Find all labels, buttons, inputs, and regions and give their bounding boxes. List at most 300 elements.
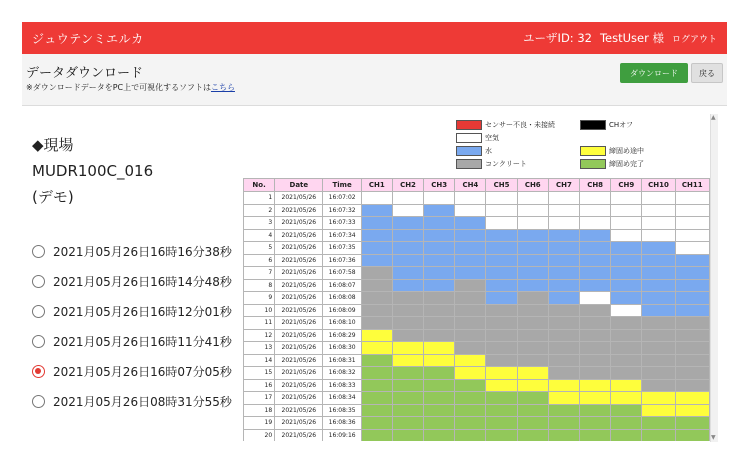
date-option[interactable] (32, 296, 232, 326)
channel-state-cell (675, 367, 709, 380)
row-no: 13 (244, 342, 275, 355)
channel-state-cell (548, 229, 579, 242)
sensor-data-table (243, 178, 710, 441)
channel-state-cell (642, 242, 675, 255)
channel-state-cell (424, 317, 455, 330)
channel-state-cell (455, 404, 486, 417)
channel-state-cell (392, 317, 423, 330)
user-name: TestUser 様 (599, 31, 664, 45)
measurement-date-list (32, 236, 232, 416)
channel-state-cell (486, 417, 517, 430)
column-header: CH3 (424, 179, 455, 192)
site-info (32, 132, 153, 210)
channel-state-cell (548, 292, 579, 305)
channel-state-cell (361, 417, 392, 430)
date-option[interactable] (32, 386, 232, 416)
channel-state-cell (580, 404, 611, 417)
app-header-bar (22, 22, 727, 54)
channel-state-cell (424, 242, 455, 255)
radio-unchecked-icon[interactable] (32, 245, 45, 258)
row-date: 2021/05/26 (275, 242, 323, 255)
row-no: 18 (244, 404, 275, 417)
viewer-software-link[interactable]: こちら (210, 83, 235, 92)
channel-state-cell (517, 417, 548, 430)
table-row (244, 342, 710, 355)
channel-state-cell (611, 379, 642, 392)
channel-state-cell (580, 192, 611, 205)
row-date: 2021/05/26 (275, 292, 323, 305)
channel-state-cell (675, 304, 709, 317)
column-header: CH9 (611, 179, 642, 192)
notice-text: ※ダウンロードデータをPC上で可視化するソフトは (26, 83, 211, 92)
row-date: 2021/05/26 (275, 304, 323, 317)
legend-label: CHオフ (609, 121, 633, 129)
channel-state-cell (580, 354, 611, 367)
channel-state-cell (548, 342, 579, 355)
channel-state-cell (424, 404, 455, 417)
table-body (244, 192, 710, 442)
channel-state-cell (455, 354, 486, 367)
channel-state-cell (580, 417, 611, 430)
column-header: Date (275, 179, 323, 192)
channel-state-cell (642, 392, 675, 405)
channel-state-cell (642, 292, 675, 305)
legend-label: コンクリート (485, 160, 527, 168)
channel-state-cell (455, 379, 486, 392)
table-row (244, 329, 710, 342)
row-time: 16:07:02 (323, 192, 361, 205)
row-time: 16:08:32 (323, 367, 361, 380)
row-time: 16:07:35 (323, 242, 361, 255)
channel-state-cell (580, 342, 611, 355)
channel-state-cell (642, 279, 675, 292)
column-header: CH2 (392, 179, 423, 192)
channel-state-cell (424, 217, 455, 230)
channel-state-cell (424, 392, 455, 405)
row-no: 20 (244, 429, 275, 441)
channel-state-cell (642, 404, 675, 417)
channel-state-cell (361, 379, 392, 392)
channel-state-cell (642, 417, 675, 430)
channel-state-cell (455, 279, 486, 292)
legend-item (456, 146, 492, 156)
channel-state-cell (455, 217, 486, 230)
channel-state-cell (580, 329, 611, 342)
channel-state-cell (361, 354, 392, 367)
channel-state-cell (580, 217, 611, 230)
channel-state-cell (455, 267, 486, 280)
channel-state-cell (548, 354, 579, 367)
channel-state-cell (517, 267, 548, 280)
page-header (22, 54, 727, 106)
back-button[interactable]: 戻る (691, 63, 723, 83)
channel-state-cell (455, 254, 486, 267)
channel-state-cell (580, 367, 611, 380)
channel-state-cell (392, 354, 423, 367)
legend-swatch (456, 146, 482, 156)
channel-state-cell (486, 379, 517, 392)
channel-state-cell (455, 192, 486, 205)
channel-state-cell (455, 417, 486, 430)
legend-swatch (580, 146, 606, 156)
channel-state-cell (611, 392, 642, 405)
channel-state-cell (548, 392, 579, 405)
channel-state-cell (424, 192, 455, 205)
channel-state-cell (486, 229, 517, 242)
channel-state-cell (611, 417, 642, 430)
channel-state-cell (611, 279, 642, 292)
table-row (244, 392, 710, 405)
channel-state-cell (642, 304, 675, 317)
row-no: 17 (244, 392, 275, 405)
user-info (523, 30, 717, 46)
channel-state-cell (486, 317, 517, 330)
channel-state-cell (455, 304, 486, 317)
row-time: 16:08:33 (323, 379, 361, 392)
channel-state-cell (361, 367, 392, 380)
legend-label: 締固め途中 (609, 147, 644, 155)
channel-state-cell (392, 379, 423, 392)
channel-state-cell (392, 404, 423, 417)
row-date: 2021/05/26 (275, 279, 323, 292)
channel-state-cell (517, 317, 548, 330)
channel-state-cell (517, 367, 548, 380)
channel-state-cell (548, 417, 579, 430)
channel-state-cell (675, 192, 709, 205)
row-no: 11 (244, 317, 275, 330)
table-row (244, 304, 710, 317)
row-date: 2021/05/26 (275, 379, 323, 392)
page-title: データダウンロード (26, 66, 144, 81)
channel-state-cell (580, 254, 611, 267)
channel-state-cell (392, 254, 423, 267)
row-time: 16:07:34 (323, 229, 361, 242)
channel-state-cell (392, 392, 423, 405)
channel-state-cell (392, 279, 423, 292)
channel-state-cell (611, 229, 642, 242)
row-no: 3 (244, 217, 275, 230)
channel-state-cell (580, 229, 611, 242)
channel-state-cell (361, 429, 392, 441)
channel-state-cell (486, 242, 517, 255)
channel-state-cell (424, 342, 455, 355)
channel-state-cell (424, 254, 455, 267)
channel-state-cell (392, 292, 423, 305)
legend-swatch (580, 159, 606, 169)
channel-state-cell (642, 367, 675, 380)
channel-state-cell (642, 254, 675, 267)
channel-state-cell (580, 267, 611, 280)
channel-state-cell (548, 379, 579, 392)
channel-state-cell (675, 429, 709, 441)
table-row (244, 292, 710, 305)
channel-state-cell (517, 342, 548, 355)
channel-state-cell (580, 429, 611, 441)
channel-state-cell (642, 192, 675, 205)
channel-state-cell (675, 317, 709, 330)
channel-state-cell (455, 367, 486, 380)
channel-state-cell (548, 242, 579, 255)
channel-state-cell (548, 267, 579, 280)
channel-state-cell (361, 242, 392, 255)
channel-state-cell (642, 342, 675, 355)
channel-state-cell (455, 229, 486, 242)
table-row (244, 429, 710, 441)
row-time: 16:08:30 (323, 342, 361, 355)
scroll-down-arrow-icon[interactable]: ▼ (711, 434, 716, 441)
channel-state-cell (675, 354, 709, 367)
row-date: 2021/05/26 (275, 317, 323, 330)
legend-swatch (456, 133, 482, 143)
channel-state-cell (517, 429, 548, 441)
scrollbar[interactable] (710, 114, 718, 442)
channel-state-cell (392, 242, 423, 255)
table-row (244, 254, 710, 267)
channel-state-cell (548, 317, 579, 330)
channel-state-cell (392, 429, 423, 441)
row-no: 15 (244, 367, 275, 380)
table-row (244, 279, 710, 292)
channel-state-cell (424, 367, 455, 380)
channel-state-cell (486, 329, 517, 342)
row-no: 6 (244, 254, 275, 267)
channel-state-cell (424, 279, 455, 292)
channel-state-cell (361, 317, 392, 330)
channel-state-cell (486, 342, 517, 355)
column-header: No. (244, 179, 275, 192)
channel-state-cell (548, 329, 579, 342)
channel-state-cell (611, 342, 642, 355)
channel-state-cell (424, 292, 455, 305)
channel-state-cell (486, 429, 517, 441)
row-no: 19 (244, 417, 275, 430)
channel-state-cell (392, 329, 423, 342)
channel-state-cell (548, 429, 579, 441)
channel-state-cell (424, 329, 455, 342)
channel-state-cell (548, 192, 579, 205)
channel-state-cell (548, 404, 579, 417)
channel-state-cell (455, 204, 486, 217)
channel-state-cell (611, 292, 642, 305)
radio-unchecked-icon[interactable] (32, 275, 45, 288)
channel-state-cell (611, 192, 642, 205)
channel-state-cell (611, 329, 642, 342)
legend-item (580, 146, 644, 156)
channel-state-cell (642, 329, 675, 342)
channel-state-cell (486, 292, 517, 305)
row-no: 12 (244, 329, 275, 342)
row-date: 2021/05/26 (275, 404, 323, 417)
channel-state-cell (611, 267, 642, 280)
channel-state-cell (675, 217, 709, 230)
row-time: 16:08:29 (323, 329, 361, 342)
channel-state-cell (392, 304, 423, 317)
channel-state-cell (517, 254, 548, 267)
channel-state-cell (675, 404, 709, 417)
date-option[interactable] (32, 266, 232, 296)
legend-item (456, 159, 527, 169)
channel-state-cell (517, 379, 548, 392)
channel-state-cell (611, 354, 642, 367)
row-time: 16:08:07 (323, 279, 361, 292)
row-time: 16:07:36 (323, 254, 361, 267)
table-row (244, 192, 710, 205)
date-option-label: 2021月05月26日16時11分41秒 (53, 334, 232, 349)
radio-checked-icon[interactable] (32, 365, 45, 378)
channel-state-cell (424, 229, 455, 242)
channel-state-cell (361, 304, 392, 317)
row-no: 7 (244, 267, 275, 280)
row-time: 16:07:58 (323, 267, 361, 280)
row-date: 2021/05/26 (275, 392, 323, 405)
row-date: 2021/05/26 (275, 354, 323, 367)
user-id: ユーザID: 32 (523, 31, 592, 45)
channel-state-cell (611, 317, 642, 330)
row-no: 4 (244, 229, 275, 242)
channel-state-cell (675, 267, 709, 280)
channel-state-cell (455, 329, 486, 342)
table-row (244, 404, 710, 417)
table-row (244, 367, 710, 380)
channel-state-cell (642, 229, 675, 242)
row-date: 2021/05/26 (275, 254, 323, 267)
radio-unchecked-icon[interactable] (32, 335, 45, 348)
download-button[interactable]: ダウンロード (620, 63, 688, 83)
channel-state-cell (486, 204, 517, 217)
channel-state-cell (361, 229, 392, 242)
column-header: CH4 (455, 179, 486, 192)
channel-state-cell (392, 192, 423, 205)
site-name: MUDR100C_016 (32, 162, 154, 180)
legend-label: 空気 (485, 134, 499, 142)
scroll-up-arrow-icon[interactable]: ▲ (711, 114, 716, 121)
row-date: 2021/05/26 (275, 229, 323, 242)
channel-state-cell (580, 317, 611, 330)
channel-state-cell (424, 379, 455, 392)
row-time: 16:08:09 (323, 304, 361, 317)
channel-state-cell (517, 354, 548, 367)
row-date: 2021/05/26 (275, 417, 323, 430)
radio-unchecked-icon[interactable] (32, 395, 45, 408)
channel-state-cell (642, 429, 675, 441)
channel-state-cell (517, 217, 548, 230)
channel-state-cell (642, 204, 675, 217)
channel-state-cell (424, 267, 455, 280)
channel-state-cell (580, 242, 611, 255)
channel-state-cell (486, 192, 517, 205)
channel-state-cell (580, 304, 611, 317)
channel-state-cell (611, 429, 642, 441)
channel-state-cell (517, 229, 548, 242)
channel-state-cell (486, 304, 517, 317)
channel-state-cell (424, 204, 455, 217)
row-date: 2021/05/26 (275, 192, 323, 205)
date-option[interactable] (32, 326, 232, 356)
row-time: 16:07:33 (323, 217, 361, 230)
row-date: 2021/05/26 (275, 217, 323, 230)
channel-state-cell (486, 367, 517, 380)
row-no: 16 (244, 379, 275, 392)
date-option-label: 2021月05月26日16時07分05秒 (53, 364, 232, 379)
table-header-row (244, 179, 710, 192)
date-option-label: 2021月05月26日08時31分55秒 (53, 394, 232, 409)
date-option[interactable] (32, 236, 232, 266)
column-header: CH11 (675, 179, 709, 192)
column-header: Time (323, 179, 361, 192)
channel-state-cell (548, 367, 579, 380)
channel-state-cell (361, 254, 392, 267)
date-option[interactable] (32, 356, 232, 386)
channel-state-cell (486, 392, 517, 405)
channel-state-cell (424, 429, 455, 441)
row-time: 16:08:10 (323, 317, 361, 330)
site-note: (デモ) (32, 188, 74, 206)
channel-state-cell (675, 204, 709, 217)
channel-state-cell (361, 204, 392, 217)
row-date: 2021/05/26 (275, 429, 323, 441)
channel-state-cell (486, 217, 517, 230)
channel-state-cell (361, 279, 392, 292)
channel-state-cell (361, 192, 392, 205)
table-row (244, 379, 710, 392)
row-date: 2021/05/26 (275, 329, 323, 342)
table-row (244, 217, 710, 230)
channel-state-cell (517, 204, 548, 217)
channel-state-cell (642, 267, 675, 280)
row-no: 9 (244, 292, 275, 305)
date-option-label: 2021月05月26日16時14分48秒 (53, 274, 232, 289)
channel-state-cell (611, 242, 642, 255)
channel-state-cell (424, 304, 455, 317)
channel-state-cell (611, 217, 642, 230)
sensor-table-container (243, 178, 710, 441)
table-row (244, 354, 710, 367)
channel-state-cell (517, 242, 548, 255)
table-row (244, 229, 710, 242)
channel-state-cell (580, 292, 611, 305)
channel-state-cell (486, 267, 517, 280)
channel-state-cell (548, 279, 579, 292)
channel-state-cell (424, 417, 455, 430)
table-row (244, 417, 710, 430)
download-notice (26, 82, 235, 93)
row-time: 16:08:08 (323, 292, 361, 305)
channel-state-cell (455, 429, 486, 441)
channel-state-cell (580, 204, 611, 217)
channel-state-cell (675, 254, 709, 267)
channel-state-cell (517, 329, 548, 342)
row-no: 10 (244, 304, 275, 317)
row-date: 2021/05/26 (275, 367, 323, 380)
radio-unchecked-icon[interactable] (32, 305, 45, 318)
channel-state-cell (392, 342, 423, 355)
legend-label: センサー不良・未接続 (485, 121, 555, 129)
logout-link[interactable]: ログアウト (671, 34, 717, 45)
channel-state-cell (611, 404, 642, 417)
site-label: ◆現場 (32, 136, 74, 154)
row-no: 2 (244, 204, 275, 217)
channel-state-cell (580, 379, 611, 392)
channel-state-cell (517, 304, 548, 317)
channel-state-cell (392, 267, 423, 280)
row-time: 16:08:34 (323, 392, 361, 405)
legend-item (456, 133, 499, 143)
channel-state-cell (361, 329, 392, 342)
channel-state-cell (361, 404, 392, 417)
channel-state-cell (611, 204, 642, 217)
row-date: 2021/05/26 (275, 342, 323, 355)
legend-swatch (580, 120, 606, 130)
